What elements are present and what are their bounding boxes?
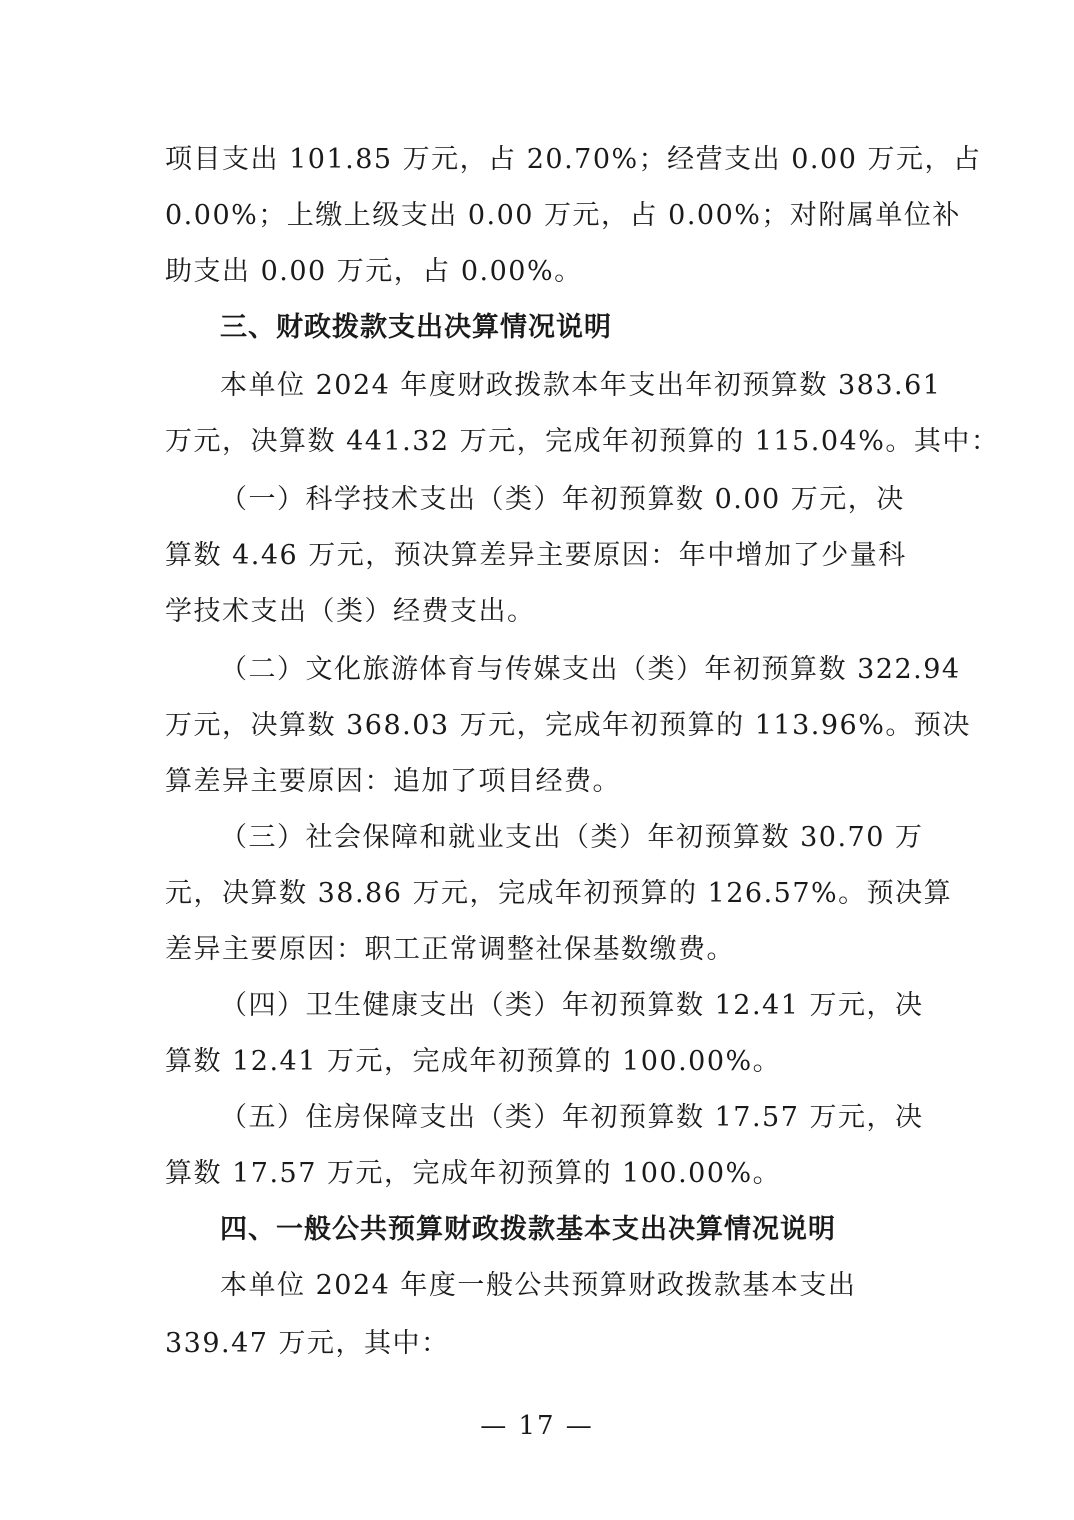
paragraph-line: 学技术支出（类）经费支出。 (165, 596, 536, 627)
paragraph-line: 元，决算数 38.86 万元，完成年初预算的 126.57%。预决算 (165, 878, 953, 909)
paragraph-line: 万元，决算数 368.03 万元，完成年初预算的 113.96%。预决 (165, 710, 971, 741)
paragraph-line: （四）卫生健康支出（类）年初预算数 12.41 万元，决 (220, 990, 924, 1021)
paragraph-line: 差异主要原因：职工正常调整社保基数缴费。 (165, 934, 735, 965)
paragraph-line: 助支出 0.00 万元，占 0.00%。 (165, 256, 583, 287)
paragraph-line: （二）文化旅游体育与传媒支出（类）年初预算数 322.94 (220, 654, 961, 685)
paragraph-line: （五）住房保障支出（类）年初预算数 17.57 万元，决 (220, 1102, 924, 1133)
section-heading: 三、财政拨款支出决算情况说明 (220, 312, 612, 343)
paragraph-line: 项目支出 101.85 万元，占 20.70%；经营支出 0.00 万元，占 (165, 144, 982, 175)
paragraph-line: 算数 12.41 万元，完成年初预算的 100.00%。 (165, 1046, 782, 1077)
paragraph-line: 本单位 2024 年度一般公共预算财政拨款基本支出 (220, 1270, 857, 1301)
paragraph-line: 339.47 万元，其中： (165, 1328, 450, 1359)
paragraph-line: 0.00%；上缴上级支出 0.00 万元，占 0.00%；对附属单位补 (165, 200, 961, 231)
page-number: — 17 — (480, 1411, 594, 1441)
section-heading: 四、一般公共预算财政拨款基本支出决算情况说明 (220, 1214, 836, 1245)
paragraph-line: 算数 4.46 万元，预决算差异主要原因：年中增加了少量科 (165, 540, 907, 571)
paragraph-line: 本单位 2024 年度财政拨款本年支出年初预算数 383.61 (220, 370, 942, 401)
paragraph-line: 万元，决算数 441.32 万元，完成年初预算的 115.04%。其中： (165, 426, 1000, 457)
paragraph-line: （三）社会保障和就业支出（类）年初预算数 30.70 万 (220, 822, 924, 853)
paragraph-line: 算差异主要原因：追加了项目经费。 (165, 766, 621, 797)
paragraph-line: （一）科学技术支出（类）年初预算数 0.00 万元，决 (220, 484, 905, 515)
paragraph-line: 算数 17.57 万元，完成年初预算的 100.00%。 (165, 1158, 782, 1189)
